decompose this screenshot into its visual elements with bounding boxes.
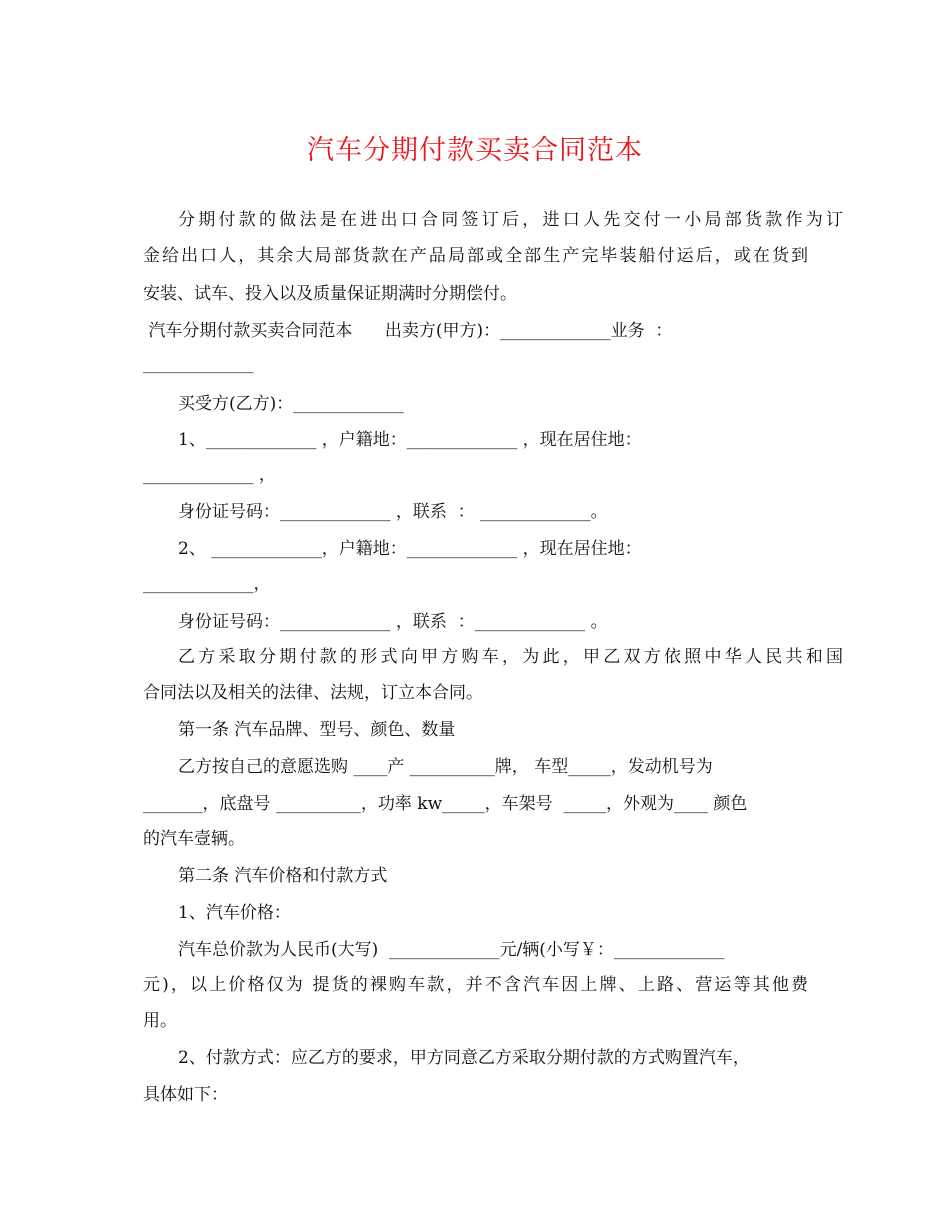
paragraph-line: 2、付款方式：应乙方的要求，甲方同意乙方采取分期付款的方式购置汽车， [178,1048,750,1068]
paragraph-line: 的汽车壹辆。 [143,829,245,849]
paragraph-line: 用。 [143,1011,177,1031]
paragraph-line: 买受方(乙方)：_____________ [178,394,404,414]
section-heading: 第二条 汽车价格和付款方式 [178,866,388,886]
paragraph-line: 金给出口人，其余大局部货款在产品局部或全部生产完毕装船付运后，或在货到 [143,246,808,266]
paragraph-line: 1、汽车价格： [178,903,291,923]
paragraph-line: 乙方采取分期付款的形式向甲方购车，为此，甲乙双方依照中华人民共和国 [178,647,843,667]
document-title: 汽车分期付款买卖合同范本 [307,135,643,166]
paragraph-line: 2、 _____________，户籍地：_____________ ，现在居住地： [178,539,642,559]
paragraph-line: _____________， [143,574,271,594]
paragraph-line: 合同法以及相关的法律、法规，订立本合同。 [143,683,483,703]
paragraph-line: 1、_____________ ，户籍地：_____________ ，现在居住地： [178,430,642,450]
paragraph-line: _____________ [143,354,254,374]
paragraph-line: 汽车分期付款买卖合同范本 出卖方(甲方)：_____________业务 ： [143,321,673,341]
paragraph-line: 身份证号码：_____________ ，联系 ： _____________。 [178,502,608,522]
paragraph-line: 具体如下： [143,1085,228,1105]
section-heading: 第一条 汽车品牌、型号、颜色、数量 [178,720,456,740]
paragraph-line: _______，底盘号 __________，功率 kw_____，车架号 _____，外观为____ 颜色 [143,794,748,814]
paragraph-line: _____________ ， [143,465,276,485]
paragraph-line: 身份证号码：_____________ ，联系 ：_____________ 。 [178,612,608,632]
paragraph-line: 分期付款的做法是在进出口合同签订后，进口人先交付一小局部货款作为订 [178,210,843,230]
paragraph-line: 元)，以上价格仅为 提货的裸购车款，并不含汽车因上牌、上路、营运等其他费 [143,975,808,995]
paragraph-line: 乙方按自己的意愿选购 ____产 __________牌， 车型_____，发动机号为 [178,757,713,777]
paragraph-line: 汽车总价款为人民币(大写) _____________元/辆(小写￥：_____________ [178,940,725,960]
paragraph-line: 安装、试车、投入以及质量保证期满时分期偿付。 [143,284,517,304]
